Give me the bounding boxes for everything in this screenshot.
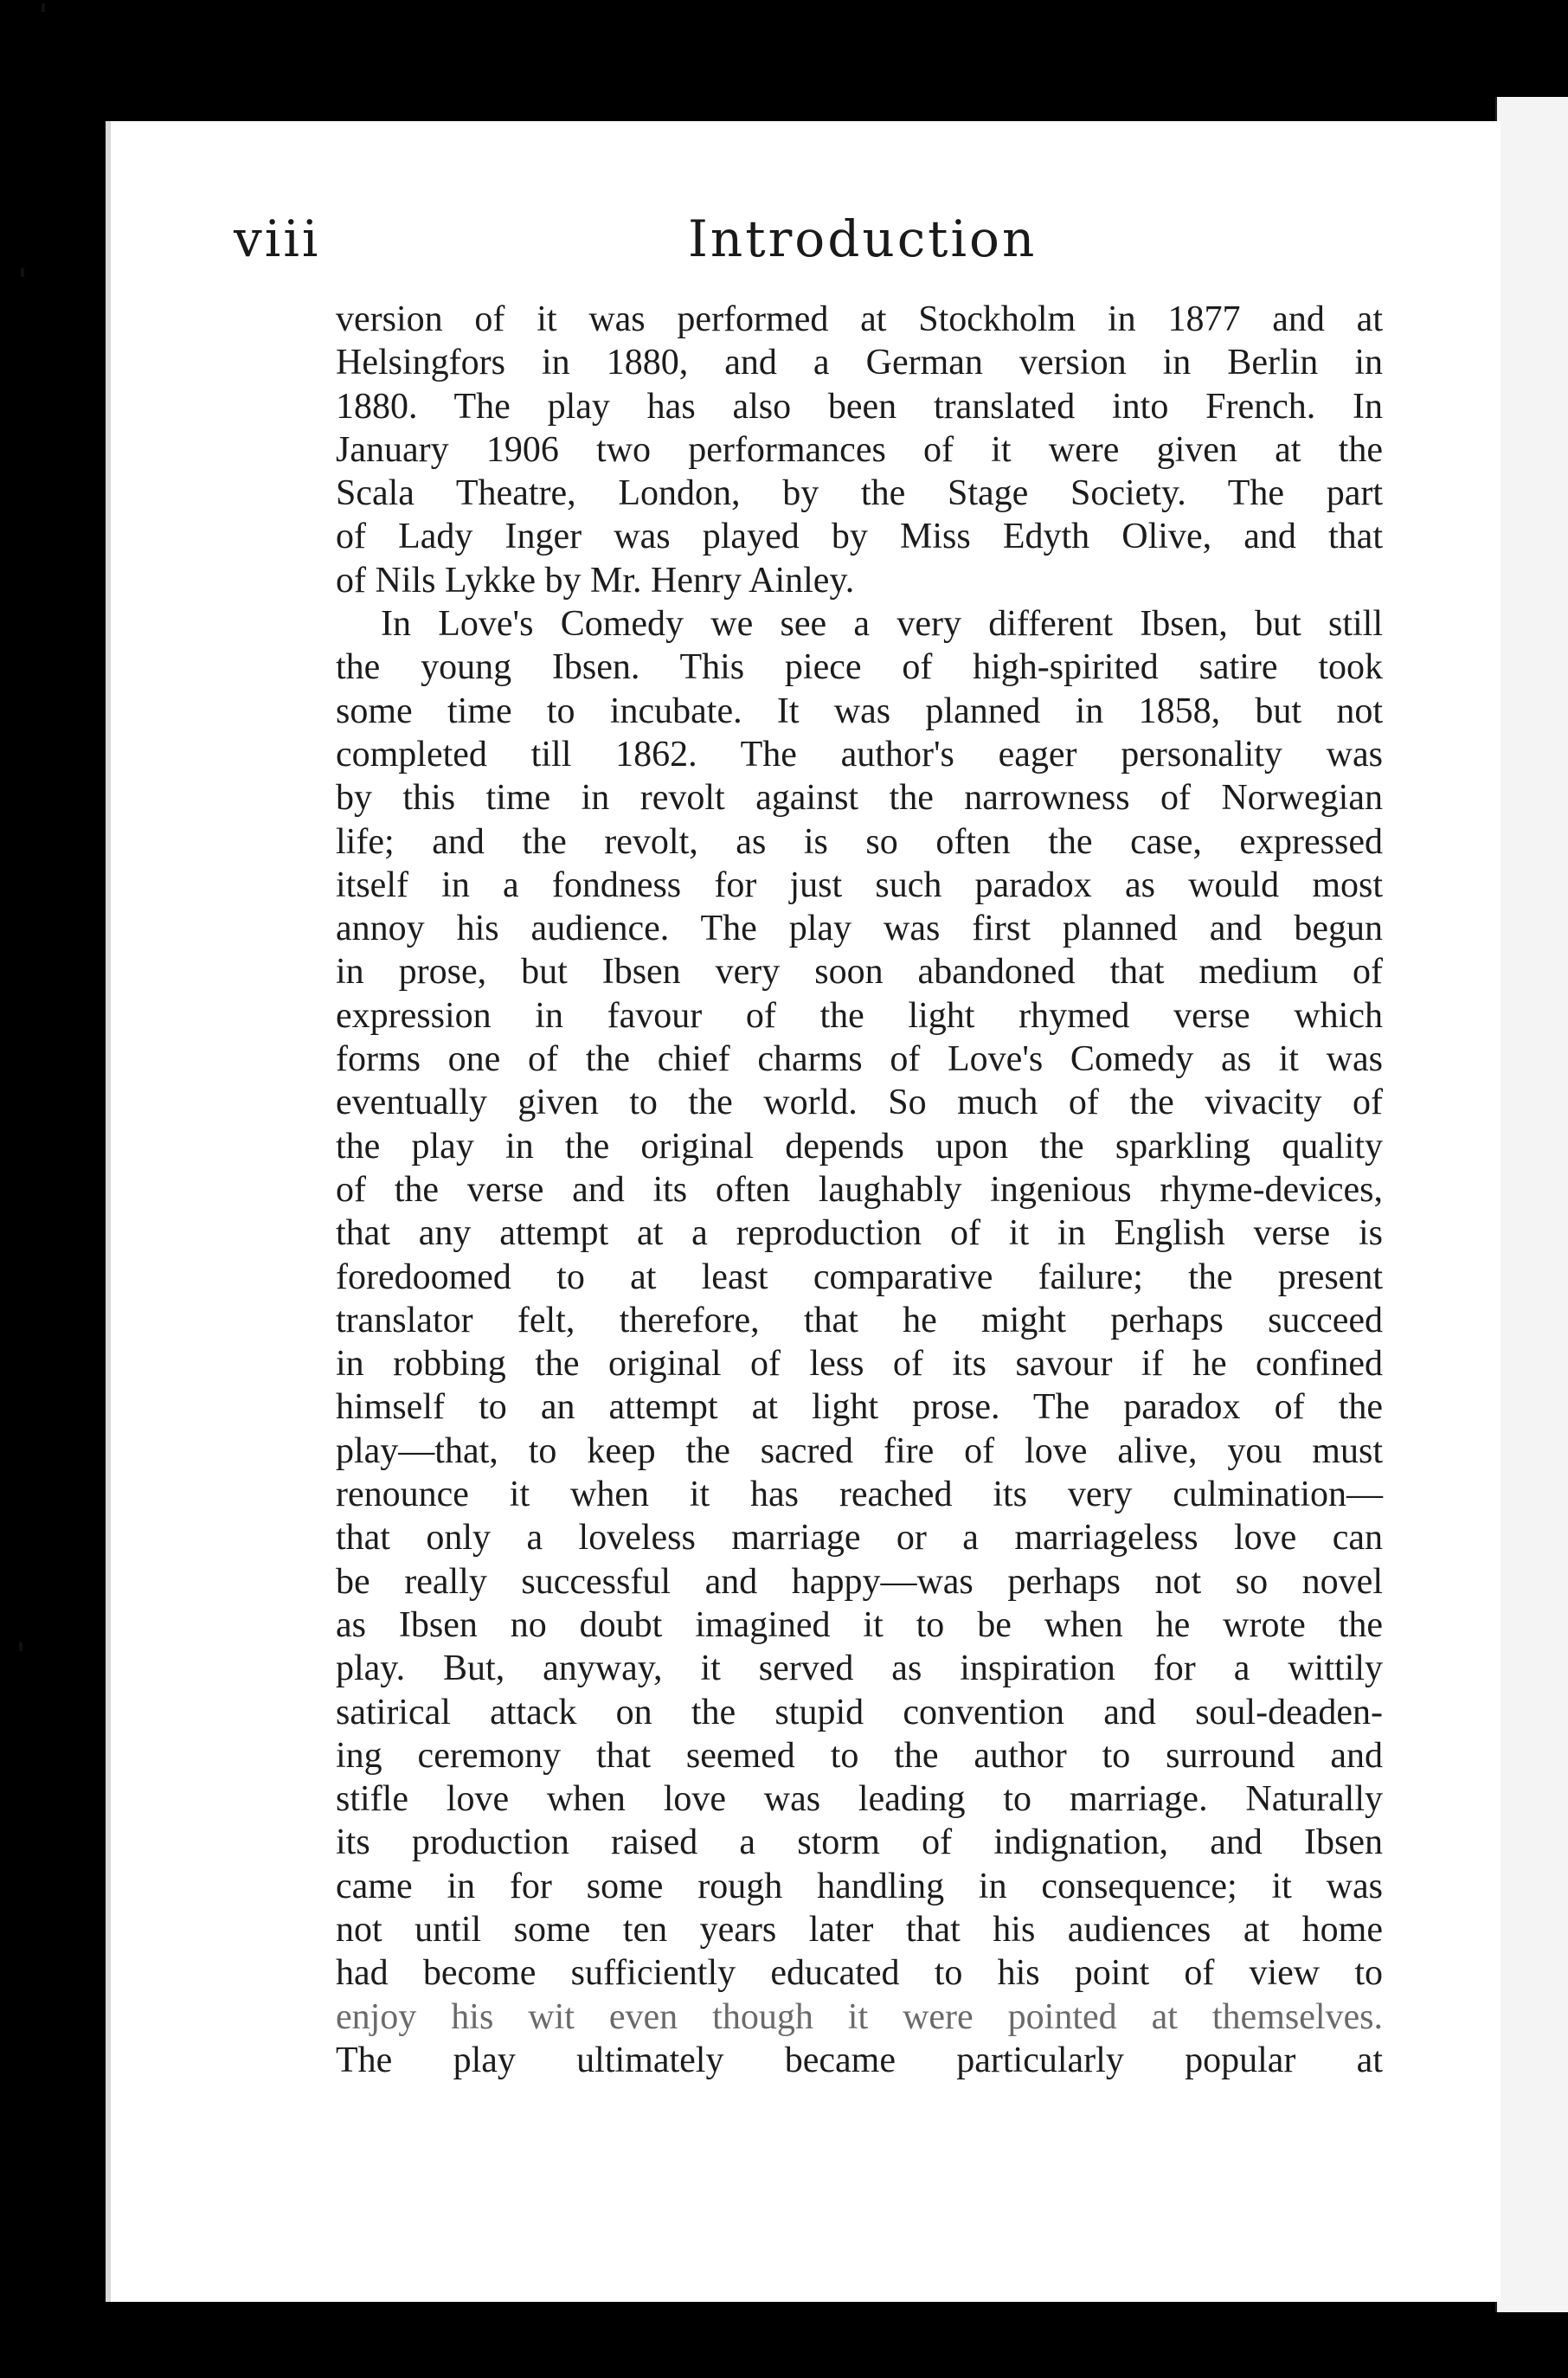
text-line: stifle love when love was leading to marriage. Naturally [336, 1779, 1383, 1820]
text-line: satirical attack on the stupid convention and soul-deaden- [336, 1692, 1383, 1732]
text-line: as Ibsen no doubt imagined it to be when he wrote the [336, 1604, 1383, 1645]
text-line: ing ceremony that seemed to the author to surround and [336, 1735, 1383, 1776]
text-line: The play ultimately became particularly popular at [336, 2040, 1383, 2080]
text-line: some time to incubate. It was planned in 1858, but not [336, 691, 1383, 731]
text-line: himself to an attempt at light prose. The paradox of the [336, 1387, 1383, 1428]
text-line: itself in a fondness for just such paradox as would most [336, 864, 1383, 905]
text-line: that only a loveless marriage or a marriageless love can [336, 1518, 1383, 1559]
text-line: life; and the revolt, as is so often the case, expressed [336, 821, 1383, 862]
scan-speck [42, 3, 45, 12]
text-line: enjoy his wit even though it were pointed at themselves. [336, 1996, 1383, 2037]
text-line: renounce it when it has reached its very culmination— [336, 1475, 1383, 1515]
text-line: completed till 1862. The author's eager personality was [336, 734, 1383, 774]
text-line: eventually given to the world. So much of the vivacity of [336, 1083, 1383, 1123]
text-line: by this time in revolt against the narrowness of Norwegian [336, 778, 1383, 819]
text-line: version of it was performed at Stockholm in 1877 and at [336, 299, 1383, 339]
text-line: in prose, but Ibsen very soon abandoned that medium of [336, 952, 1383, 993]
text-line: its production raised a storm of indignation, and Ibsen [336, 1822, 1383, 1863]
text-line: annoy his audience. The play was first planned and begun [336, 909, 1383, 949]
text-line: forms one of the chief charms of Love's Comedy as it was [336, 1039, 1383, 1080]
text-line: not until some ten years later that his audiences at home [336, 1909, 1383, 1950]
text-line: foredoomed to at least comparative failure; the present [336, 1256, 1383, 1297]
text-line: expression in favour of the light rhymed verse which [336, 995, 1383, 1036]
text-line: in robbing the original of less of its savour if he confined [336, 1344, 1383, 1385]
text-line: translator felt, therefore, that he might perhaps succeed [336, 1300, 1383, 1340]
text-line: Helsingfors in 1880, and a German version in Berlin in [336, 343, 1383, 383]
text-line: be really successful and happy—was perhaps not so novel [336, 1561, 1383, 1602]
running-head: Introduction [688, 209, 1038, 268]
text-line: play. But, anyway, it served as inspiration for a wittily [336, 1649, 1383, 1689]
text-line: 1880. The play has also been translated into French. In [336, 386, 1383, 427]
paragraph-start-line: In Love's Comedy we see a very different Ibsen, but still [381, 604, 1383, 645]
scan-speck [19, 1642, 22, 1651]
adjacent-page-edge [1495, 97, 1568, 2312]
text-line: had become sufficiently educated to his point of view to [336, 1953, 1383, 1994]
page-header [234, 209, 1393, 287]
page-number: viii [234, 209, 321, 268]
text-line: that any attempt at a reproduction of it in English verse is [336, 1213, 1383, 1254]
body-text [336, 298, 1383, 2082]
text-line: came in for some rough handling in consequence; it was [336, 1866, 1383, 1906]
text-line: of Lady Inger was played by Miss Edyth Olive, and that [336, 517, 1383, 557]
text-line: of the verse and its often laughably ingenious rhyme-devices, [336, 1169, 1383, 1210]
text-line: the play in the original depends upon the sparkling quality [336, 1126, 1383, 1167]
text-line: the young Ibsen. This piece of high-spirited satire took [336, 647, 1383, 688]
scan-speck [21, 268, 24, 277]
text-line: January 1906 two performances of it were given at the [336, 429, 1383, 470]
text-line: of Nils Lykke by Mr. Henry Ainley. [336, 560, 855, 601]
text-line: Scala Theatre, London, by the Stage Society. The part [336, 473, 1383, 514]
text-line: play—that, to keep the sacred fire of love alive, you must [336, 1430, 1383, 1471]
